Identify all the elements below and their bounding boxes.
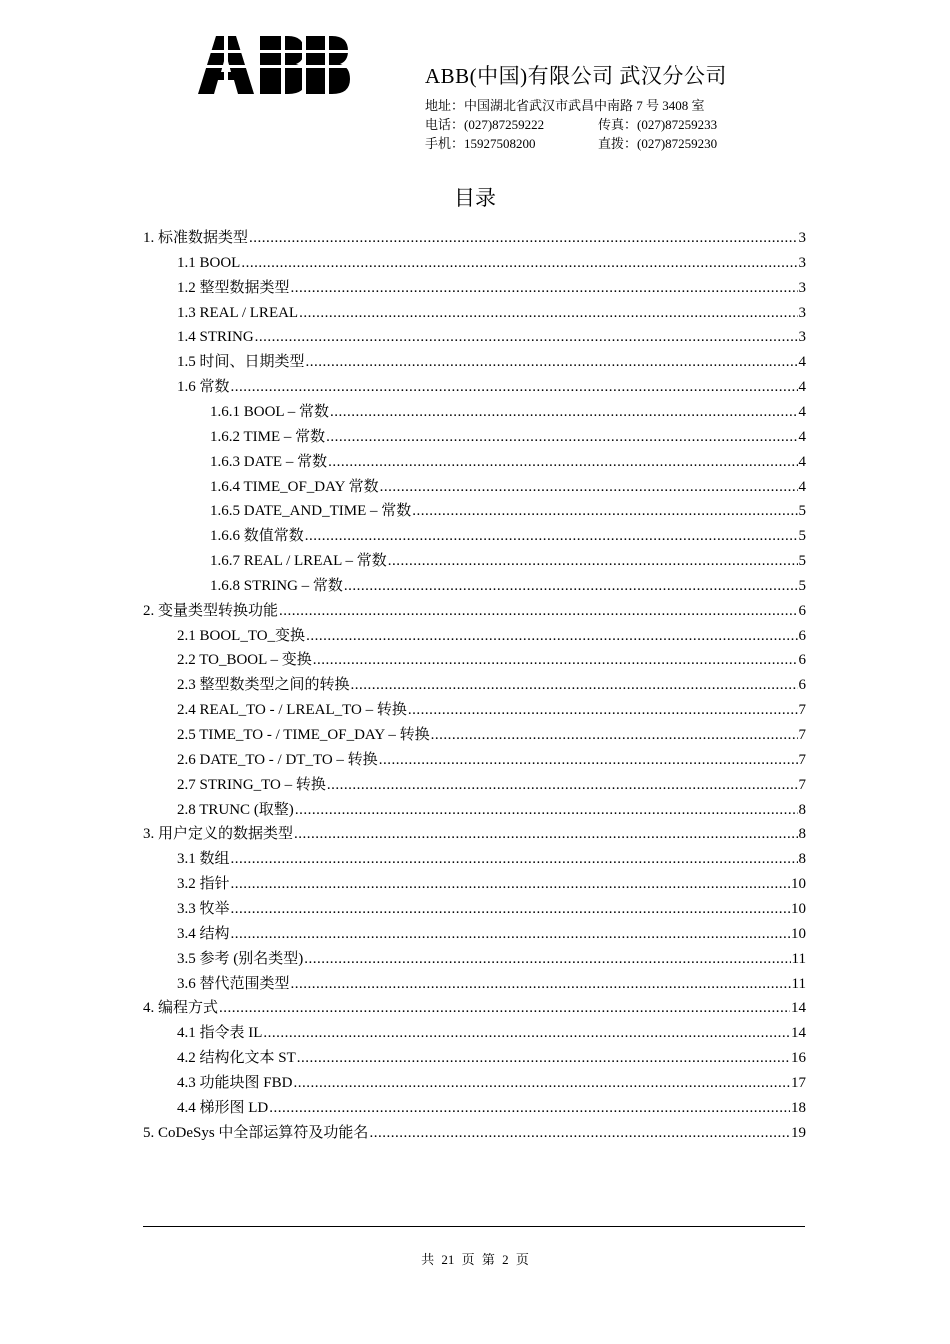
toc-entry-page: 5 bbox=[798, 577, 806, 594]
toc-entry[interactable] bbox=[210, 475, 806, 499]
dot-leader bbox=[263, 1021, 790, 1045]
dot-leader bbox=[369, 1121, 790, 1145]
toc-entry-page: 8 bbox=[798, 826, 806, 843]
toc-entry-label: 2.6 DATE_TO - / DT_TO – 转换 bbox=[177, 751, 378, 768]
dot-leader bbox=[299, 301, 797, 325]
toc-entry-label: 4.3 功能块图 FBD bbox=[177, 1074, 293, 1091]
abb-logo bbox=[198, 36, 350, 94]
mobile: 手机：15927508200 bbox=[425, 136, 536, 151]
toc-entry-label: 3.6 替代范围类型 bbox=[177, 975, 290, 992]
toc-entry[interactable] bbox=[177, 798, 806, 822]
toc-entry[interactable] bbox=[210, 499, 806, 523]
dot-leader bbox=[231, 872, 790, 896]
dot-leader bbox=[408, 698, 798, 722]
toc-entry[interactable] bbox=[177, 1071, 806, 1095]
dot-leader bbox=[431, 723, 798, 747]
page-number: 共 21 页 第 2 页 bbox=[421, 1252, 529, 1267]
toc-entry[interactable] bbox=[177, 897, 806, 921]
toc-entry-page: 6 bbox=[798, 652, 806, 669]
toc-entry-page: 10 bbox=[791, 925, 806, 942]
toc-entry[interactable] bbox=[210, 400, 806, 424]
footer-divider bbox=[143, 1226, 805, 1227]
company-name: ABB(中国)有限公司 武汉分公司 bbox=[425, 64, 727, 88]
toc-entry-label: 4.4 梯形图 LD bbox=[177, 1099, 269, 1116]
toc-entry[interactable] bbox=[143, 822, 806, 846]
toc-entry[interactable] bbox=[210, 574, 806, 598]
toc-entry[interactable] bbox=[177, 748, 806, 772]
toc-entry-page: 14 bbox=[791, 1025, 806, 1042]
toc-entry-page: 5 bbox=[798, 503, 806, 520]
toc-entry-label: 1.6.1 BOOL – 常数 bbox=[210, 403, 330, 420]
toc-entry[interactable] bbox=[177, 375, 806, 399]
dot-leader bbox=[291, 276, 798, 300]
toc-entry[interactable] bbox=[177, 350, 806, 374]
toc-entry-label: 2. 变量类型转换功能 bbox=[143, 602, 279, 619]
toc-entry[interactable] bbox=[177, 325, 806, 349]
dot-leader bbox=[388, 549, 798, 573]
dot-leader bbox=[291, 972, 791, 996]
toc-entry[interactable] bbox=[177, 847, 806, 871]
toc-entry-label: 1.6.4 TIME_OF_DAY 常数 bbox=[210, 478, 379, 495]
dot-leader bbox=[249, 226, 797, 250]
toc-entry-page: 4 bbox=[798, 453, 806, 470]
dot-leader bbox=[219, 996, 790, 1020]
dot-leader bbox=[305, 524, 798, 548]
dot-leader bbox=[328, 450, 797, 474]
toc-entry-page: 18 bbox=[791, 1099, 806, 1116]
toc-entry[interactable] bbox=[177, 1021, 806, 1045]
dot-leader bbox=[231, 922, 790, 946]
toc-entry-page: 8 bbox=[798, 801, 806, 818]
address-line: 地址：中国湖北省武汉市武昌中南路 7 号 3408 室 bbox=[425, 98, 705, 113]
toc-entry-page: 7 bbox=[798, 751, 806, 768]
toc-entry-label: 3.3 牧举 bbox=[177, 900, 230, 917]
toc-entry[interactable] bbox=[143, 599, 806, 623]
toc-entry-label: 1. 标准数据类型 bbox=[143, 230, 249, 246]
toc-entry-label: 2.4 REAL_TO - / LREAL_TO – 转换 bbox=[177, 702, 407, 719]
toc-entry-page: 16 bbox=[791, 1050, 806, 1067]
dot-leader bbox=[241, 251, 797, 275]
toc-entry-label: 1.6.6 数值常数 bbox=[210, 528, 304, 545]
toc-entry-label: 3.4 结构 bbox=[177, 925, 230, 942]
toc-entry[interactable] bbox=[143, 1121, 806, 1145]
toc-title: 目录 bbox=[454, 186, 496, 210]
toc-entry-page: 11 bbox=[791, 950, 806, 967]
toc-entry-label: 1.1 BOOL bbox=[177, 254, 241, 271]
mobile-direct-line bbox=[425, 134, 717, 153]
toc-entry-page: 7 bbox=[798, 702, 806, 719]
toc-entry-label: 1.4 STRING bbox=[177, 329, 254, 346]
toc-entry-label: 1.6.8 STRING – 常数 bbox=[210, 577, 343, 594]
toc-entry-page: 6 bbox=[798, 602, 806, 619]
toc-entry[interactable] bbox=[177, 972, 806, 996]
phone-fax-line bbox=[425, 115, 717, 134]
toc-entry-page: 10 bbox=[791, 876, 806, 893]
toc-entry-page: 14 bbox=[791, 1000, 806, 1017]
toc-entry[interactable] bbox=[177, 648, 806, 672]
toc-entry-label: 1.6.5 DATE_AND_TIME – 常数 bbox=[210, 503, 412, 520]
toc-entry[interactable] bbox=[177, 922, 806, 946]
dot-leader bbox=[351, 673, 798, 697]
toc-entry-label: 2.8 TRUNC (取整) bbox=[177, 801, 294, 818]
abb-logo-graphic bbox=[198, 36, 350, 94]
toc-entry-label: 1.6.2 TIME – 常数 bbox=[210, 428, 326, 445]
toc-entry-label: 3.1 数组 bbox=[177, 851, 230, 868]
direct-line: 直拨：(027)87259230 bbox=[598, 136, 718, 151]
toc-entry[interactable] bbox=[177, 251, 806, 275]
dot-leader bbox=[231, 847, 798, 871]
toc-entry-page: 4 bbox=[798, 428, 806, 445]
dot-leader bbox=[231, 897, 790, 921]
toc-entry-page: 19 bbox=[791, 1124, 806, 1141]
toc-entry-label: 1.3 REAL / LREAL bbox=[177, 304, 299, 321]
toc-entry-page: 7 bbox=[798, 727, 806, 743]
toc-entry[interactable] bbox=[210, 524, 806, 548]
dot-leader bbox=[412, 499, 797, 523]
toc-entry-page: 5 bbox=[798, 553, 806, 570]
toc-entry-page: 3 bbox=[798, 230, 806, 246]
toc-entry-page: 17 bbox=[791, 1074, 806, 1091]
toc-entry-label: 4.1 指令表 IL bbox=[177, 1025, 263, 1042]
dot-leader bbox=[293, 1071, 790, 1095]
dot-leader bbox=[304, 947, 790, 971]
toc-entry-label: 4. 编程方式 bbox=[143, 1000, 219, 1017]
toc-entry-label: 1.6 常数 bbox=[177, 379, 230, 396]
dot-leader bbox=[297, 1046, 790, 1070]
toc-entry-label: 1.5 时间、日期类型 bbox=[177, 354, 305, 371]
dot-leader bbox=[306, 350, 798, 374]
toc-entry-page: 10 bbox=[791, 900, 806, 917]
toc-entry[interactable] bbox=[210, 425, 806, 449]
dot-leader bbox=[295, 798, 798, 822]
toc-entry[interactable] bbox=[177, 276, 806, 300]
toc-entry[interactable] bbox=[143, 996, 806, 1020]
toc-entry-page: 8 bbox=[798, 851, 806, 868]
dot-leader bbox=[306, 624, 797, 648]
dot-leader bbox=[255, 325, 798, 349]
toc-entry-label: 1.6.3 DATE – 常数 bbox=[210, 453, 328, 470]
toc-entry-label: 5. CoDeSys 中全部运算符及功能名 bbox=[143, 1124, 369, 1141]
toc-entry[interactable] bbox=[177, 947, 806, 971]
toc-entry-page: 3 bbox=[798, 329, 806, 346]
toc-entry-page: 3 bbox=[798, 304, 806, 321]
toc-entry[interactable] bbox=[177, 723, 806, 747]
dot-leader bbox=[327, 773, 798, 797]
toc-entry[interactable] bbox=[177, 673, 806, 697]
toc-entry[interactable] bbox=[177, 1096, 806, 1120]
dot-leader bbox=[344, 574, 798, 598]
toc-entry[interactable] bbox=[177, 872, 806, 896]
toc-entry-label: 1.6.7 REAL / LREAL – 常数 bbox=[210, 553, 387, 570]
toc-entry-page: 4 bbox=[798, 354, 806, 371]
toc-entry-page: 7 bbox=[798, 776, 806, 793]
dot-leader bbox=[379, 748, 798, 772]
toc-entry-label: 3.5 参考 (别名类型) bbox=[177, 950, 304, 967]
toc-entry-page: 6 bbox=[798, 627, 806, 644]
dot-leader bbox=[231, 375, 798, 399]
toc-entry-label: 2.7 STRING_TO – 转换 bbox=[177, 776, 326, 793]
toc-entry-label: 2.5 TIME_TO - / TIME_OF_DAY – 转换 bbox=[177, 727, 430, 743]
toc-entry-page: 4 bbox=[798, 379, 806, 396]
toc-entry-label: 3.2 指针 bbox=[177, 876, 230, 893]
toc-entry[interactable] bbox=[177, 698, 806, 722]
toc-entry[interactable] bbox=[177, 624, 806, 648]
toc-entry[interactable] bbox=[177, 1046, 806, 1070]
dot-leader bbox=[380, 475, 798, 499]
toc-entry[interactable] bbox=[177, 773, 806, 797]
toc-entry[interactable] bbox=[210, 450, 806, 474]
toc-entry-page: 3 bbox=[798, 254, 806, 271]
dot-leader bbox=[313, 648, 798, 672]
toc-entry-label: 4.2 结构化文本 ST bbox=[177, 1050, 296, 1067]
toc-entry-label: 3. 用户定义的数据类型 bbox=[143, 826, 294, 843]
toc-entry-page: 11 bbox=[791, 975, 806, 992]
toc-entry-page: 3 bbox=[798, 279, 806, 296]
toc-entry-label: 2.1 BOOL_TO_变换 bbox=[177, 627, 306, 644]
dot-leader bbox=[269, 1096, 790, 1120]
toc-entry-label: 2.2 TO_BOOL – 变换 bbox=[177, 652, 312, 669]
dot-leader bbox=[279, 599, 797, 623]
phone: 电话：(027)87259222 bbox=[425, 117, 545, 132]
toc-entry[interactable] bbox=[143, 226, 806, 250]
dot-leader bbox=[294, 822, 797, 846]
toc-entry[interactable] bbox=[210, 549, 806, 573]
toc-entry-page: 6 bbox=[798, 677, 806, 694]
fax: 传真：(027)87259233 bbox=[598, 117, 718, 132]
toc-entry-page: 5 bbox=[798, 528, 806, 545]
contact-block bbox=[425, 96, 717, 153]
dot-leader bbox=[326, 425, 797, 449]
toc-entry[interactable] bbox=[177, 301, 806, 325]
dot-leader bbox=[330, 400, 797, 424]
toc-entry-label: 2.3 整型数类型之间的转换 bbox=[177, 677, 350, 694]
toc-entry-page: 4 bbox=[798, 403, 806, 420]
toc-entry-label: 1.2 整型数据类型 bbox=[177, 279, 290, 296]
toc-entry-page: 4 bbox=[798, 478, 806, 495]
